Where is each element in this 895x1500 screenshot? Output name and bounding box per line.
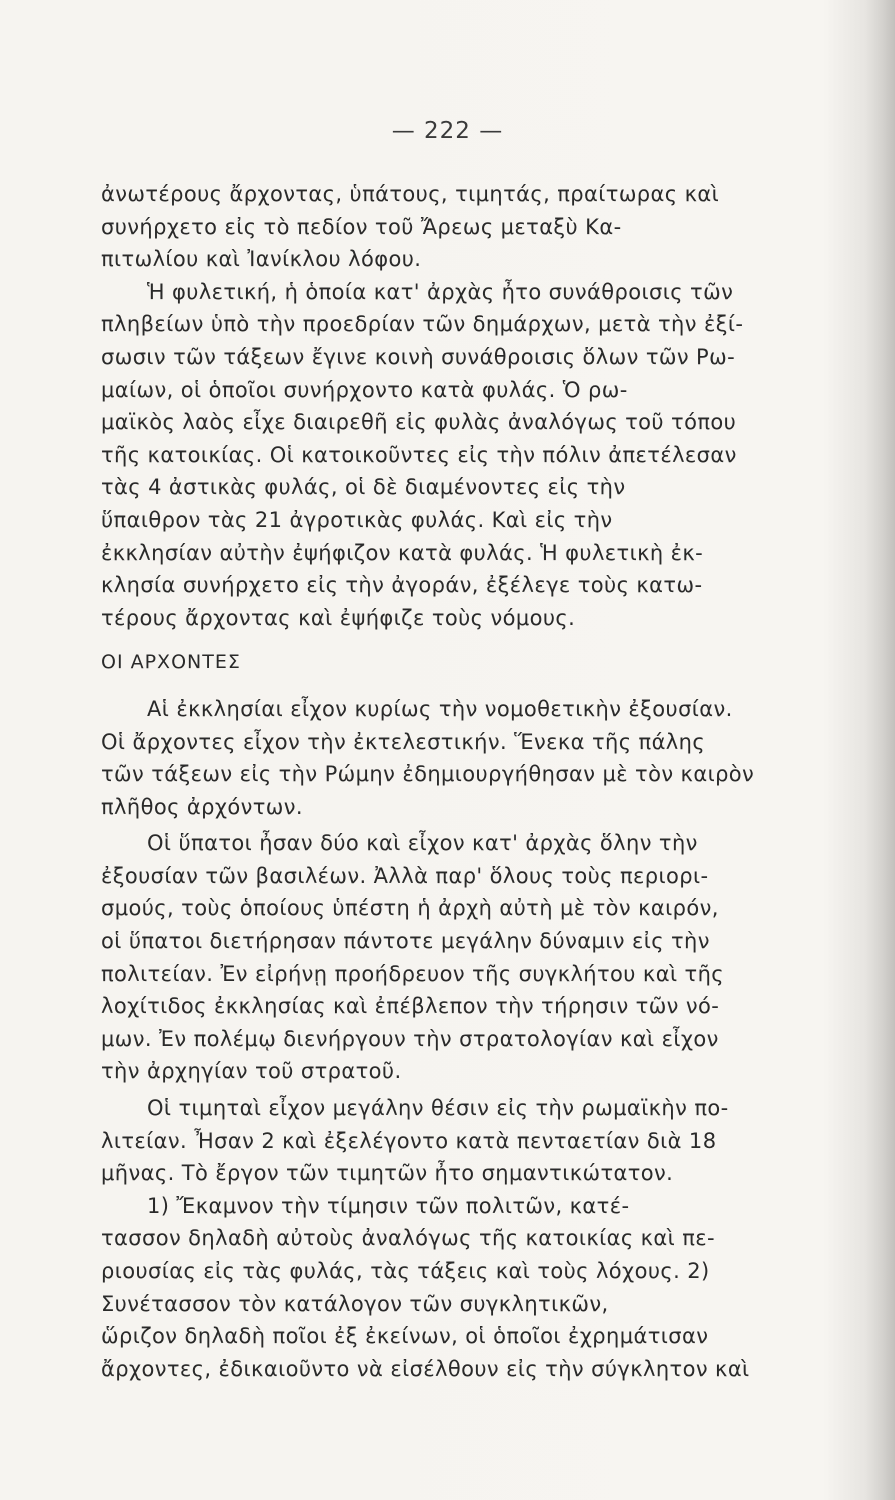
text-line: πιτωλίου καὶ Ἰανίκλου λόφου. bbox=[101, 247, 422, 272]
text-line: ἄρχοντες, ἐδικαιοῦντο νὰ εἰσέλθουν εἰς τὴν σύγκλητον καὶ bbox=[101, 1356, 750, 1381]
text-line: πολιτείαν. Ἐν εἰρήνῃ προήδρευον τῆς συγκλήτου καὶ τῆς bbox=[101, 961, 725, 986]
text-line: μων. Ἐν πολέμῳ διενήργουν τὴν στρατολογίαν καὶ εἶχον bbox=[101, 1026, 719, 1051]
paragraph-start-line: Ἡ φυλετική, ἡ ὁποία κατ' ἀρχὰς ἦτο συνάθροισις τῶν bbox=[147, 279, 734, 304]
text-line: μῆνας. Τὸ ἔργον τῶν τιμητῶν ἦτο σημαντικώτατον. bbox=[101, 1161, 674, 1186]
text-line: σμούς, τοὺς ὁποίους ὑπέστη ἡ ἀρχὴ αὐτὴ μὲ τὸν καιρόν, bbox=[101, 896, 719, 921]
text-line: ἀνωτέρους ἄρχοντας, ὑπάτους, τιμητάς, πραίτωρας καὶ bbox=[101, 182, 720, 206]
text-line: τέρους ἄρχοντας καὶ ἐψήφιζε τοὺς νόμους. bbox=[101, 605, 576, 630]
paragraph-start-line: 1) Ἔκαμνον τὴν τίμησιν τῶν πολιτῶν, κατέ- bbox=[147, 1193, 630, 1218]
text-line: τασσον δηλαδὴ αὐτοὺς ἀναλόγως τῆς κατοικίας καὶ πε- bbox=[101, 1226, 716, 1251]
page-number: — 222 — bbox=[391, 118, 504, 144]
text-line: ὥριζον δηλαδὴ ποῖοι ἐξ ἐκείνων, οἱ ὁποῖοι ἐχρημάτισαν bbox=[101, 1324, 709, 1349]
text-line: ἐξουσίαν τῶν βασιλέων. Ἀλλὰ παρ' ὅλους τοὺς περιορι- bbox=[101, 863, 709, 888]
text-line: τῶν τάξεων εἰς τὴν Ρώμην ἐδημιουργήθησαν μὲ τὸν καιρὸν bbox=[101, 762, 755, 787]
paragraph-start-line: Αἱ ἐκκλησίαι εἶχον κυρίως τὴν νομοθετικὴν ἐξουσίαν. bbox=[147, 696, 733, 721]
text-line: σωσιν τῶν τάξεων ἔγινε κοινὴ συνάθροισις ὅλων τῶν Ρω- bbox=[101, 344, 736, 369]
text-line: οἱ ὕπατοι διετήρησαν πάντοτε μεγάλην δύναμιν εἰς τὴν bbox=[101, 929, 710, 954]
paragraph-start-line: Οἱ ὕπατοι ἦσαν δύο καὶ εἶχον κατ' ἀρχὰς ὅλην τὴν bbox=[147, 831, 698, 856]
text-line: Οἱ ἄρχοντες εἶχον τὴν ἐκτελεστικήν. Ἕνεκα τῆς πάλης bbox=[101, 729, 706, 754]
text-line: τῆς κατοικίας. Οἱ κατοικοῦντες εἰς τὴν πόλιν ἀπετέλεσαν bbox=[101, 442, 737, 467]
text-line: πληβείων ὑπὸ τὴν προεδρίαν τῶν δημάρχων, μετὰ τὴν ἐξί- bbox=[101, 312, 744, 337]
paragraph-start-line: Οἱ τιμηταὶ εἶχον μεγάλην θέσιν εἰς τὴν ρωμαϊκὴν πο- bbox=[147, 1096, 729, 1121]
text-line: συνήρχετο εἰς τὸ πεδίον τοῦ Ἄρεως μεταξὺ Κα- bbox=[101, 214, 622, 239]
page-edge-shadow bbox=[865, 0, 895, 1500]
text-line: τὴν ἀρχηγίαν τοῦ στρατοῦ. bbox=[101, 1059, 402, 1084]
text-line: λοχίτιδος ἐκκλησίας καὶ ἐπέβλεπον τὴν τήρησιν τῶν νό- bbox=[101, 994, 720, 1019]
section-heading: ΟΙ ΑΡΧΟΝΤΕΣ bbox=[101, 651, 241, 674]
text-line: Συνέτασσον τὸν κατάλογον τῶν συγκλητικῶν, bbox=[101, 1291, 609, 1316]
text-line: ριουσίας εἰς τὰς φυλάς, τὰς τάξεις καὶ τοὺς λόχους. 2) bbox=[101, 1259, 710, 1283]
text-line: ὕπαιθρον τὰς 21 ἀγροτικὰς φυλάς. Καὶ εἰς τὴν bbox=[101, 507, 613, 532]
text-line: πλῆθος ἀρχόντων. bbox=[101, 794, 303, 819]
body-text bbox=[101, 178, 825, 1385]
text-line: μαϊκὸς λαὸς εἶχε διαιρεθῆ εἰς φυλὰς ἀναλόγως τοῦ τόπου bbox=[101, 410, 737, 435]
text-line: ἐκκλησίαν αὐτὴν ἐψήφιζον κατὰ φυλάς. Ἡ φυλετικὴ ἐκ- bbox=[101, 540, 704, 565]
text-line: μαίων, οἱ ὁποῖοι συνήρχοντο κατὰ φυλάς. Ὁ ρω- bbox=[101, 377, 628, 402]
text-line: τὰς 4 ἀστικὰς φυλάς, οἱ δὲ διαμένοντες εἰς τὴν bbox=[101, 475, 626, 500]
text-line: κλησία συνήρχετο εἰς τὴν ἀγοράν, ἐξέλεγε τοὺς κατω- bbox=[101, 573, 703, 598]
text-line: λιτείαν. Ἦσαν 2 καὶ ἐξελέγοντο κατὰ πενταετίαν διὰ 18 bbox=[101, 1128, 717, 1153]
